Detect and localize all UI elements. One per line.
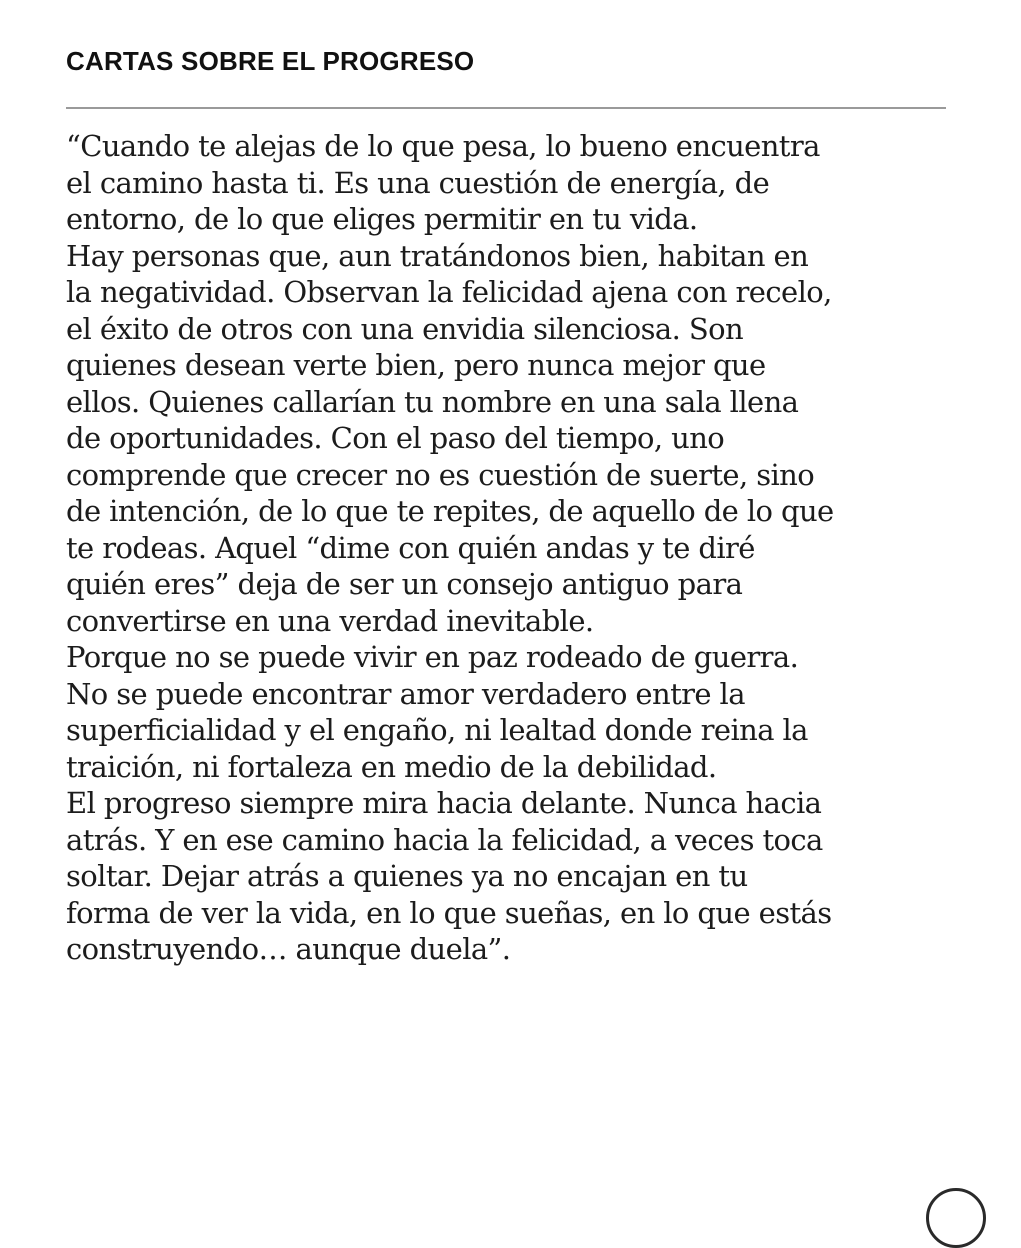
letter-line: la negatividad. Observan la felicidad ajena con recelo, xyxy=(66,275,832,309)
letter-line: de oportunidades. Con el paso del tiempo, uno xyxy=(66,421,725,455)
letter-line: convertirse en una verdad inevitable. xyxy=(66,603,594,638)
letter-line: soltar. Dejar atrás a quienes ya no encajan en tu xyxy=(66,859,748,893)
section-title: CARTAS SOBRE EL PROGRESO xyxy=(66,46,475,76)
letter-line: el éxito de otros con una envidia silenciosa. Son xyxy=(66,311,744,346)
letter-body xyxy=(66,128,966,968)
letter-line: el camino hasta ti. Es una cuestión de energía, de xyxy=(66,165,770,200)
letter-line: quienes desean verte bien, pero nunca mejor que xyxy=(66,348,766,382)
letter-line: ellos. Quienes callarían tu nombre en una sala llena xyxy=(66,384,799,419)
letter-line: No se puede encontrar amor verdadero entre la xyxy=(66,676,745,711)
letter-line: forma de ver la vida, en lo que sueñas, en lo que estás xyxy=(66,895,832,930)
letter-line: atrás. Y en ese camino hacia la felicidad, a veces toca xyxy=(66,822,823,857)
letter-line: construyendo… aunque duela”. xyxy=(66,932,511,966)
letter-line: Hay personas que, aun tratándonos bien, habitan en xyxy=(66,238,809,273)
letter-line: “Cuando te alejas de lo que pesa, lo bueno encuentra xyxy=(66,129,820,163)
corner-circle-icon xyxy=(926,1188,986,1248)
letter-line: quién eres” deja de ser un consejo antiguo para xyxy=(66,567,743,601)
letter-line: traición, ni fortaleza en medio de la debilidad. xyxy=(66,749,717,784)
letter-line: El progreso siempre mira hacia delante. Nunca hacia xyxy=(66,786,822,820)
letter-line: entorno, de lo que eliges permitir en tu vida. xyxy=(66,202,698,236)
letter-line: Porque no se puede vivir en paz rodeado de guerra. xyxy=(66,640,799,674)
letter-line: superficialidad y el engaño, ni lealtad donde reina la xyxy=(66,713,808,747)
title-divider xyxy=(66,107,946,109)
letter-line: te rodeas. Aquel “dime con quién andas y te diré xyxy=(66,530,755,565)
letter-line: de intención, de lo que te repites, de aquello de lo que xyxy=(66,494,834,528)
letter-line: comprende que crecer no es cuestión de suerte, sino xyxy=(66,457,815,492)
